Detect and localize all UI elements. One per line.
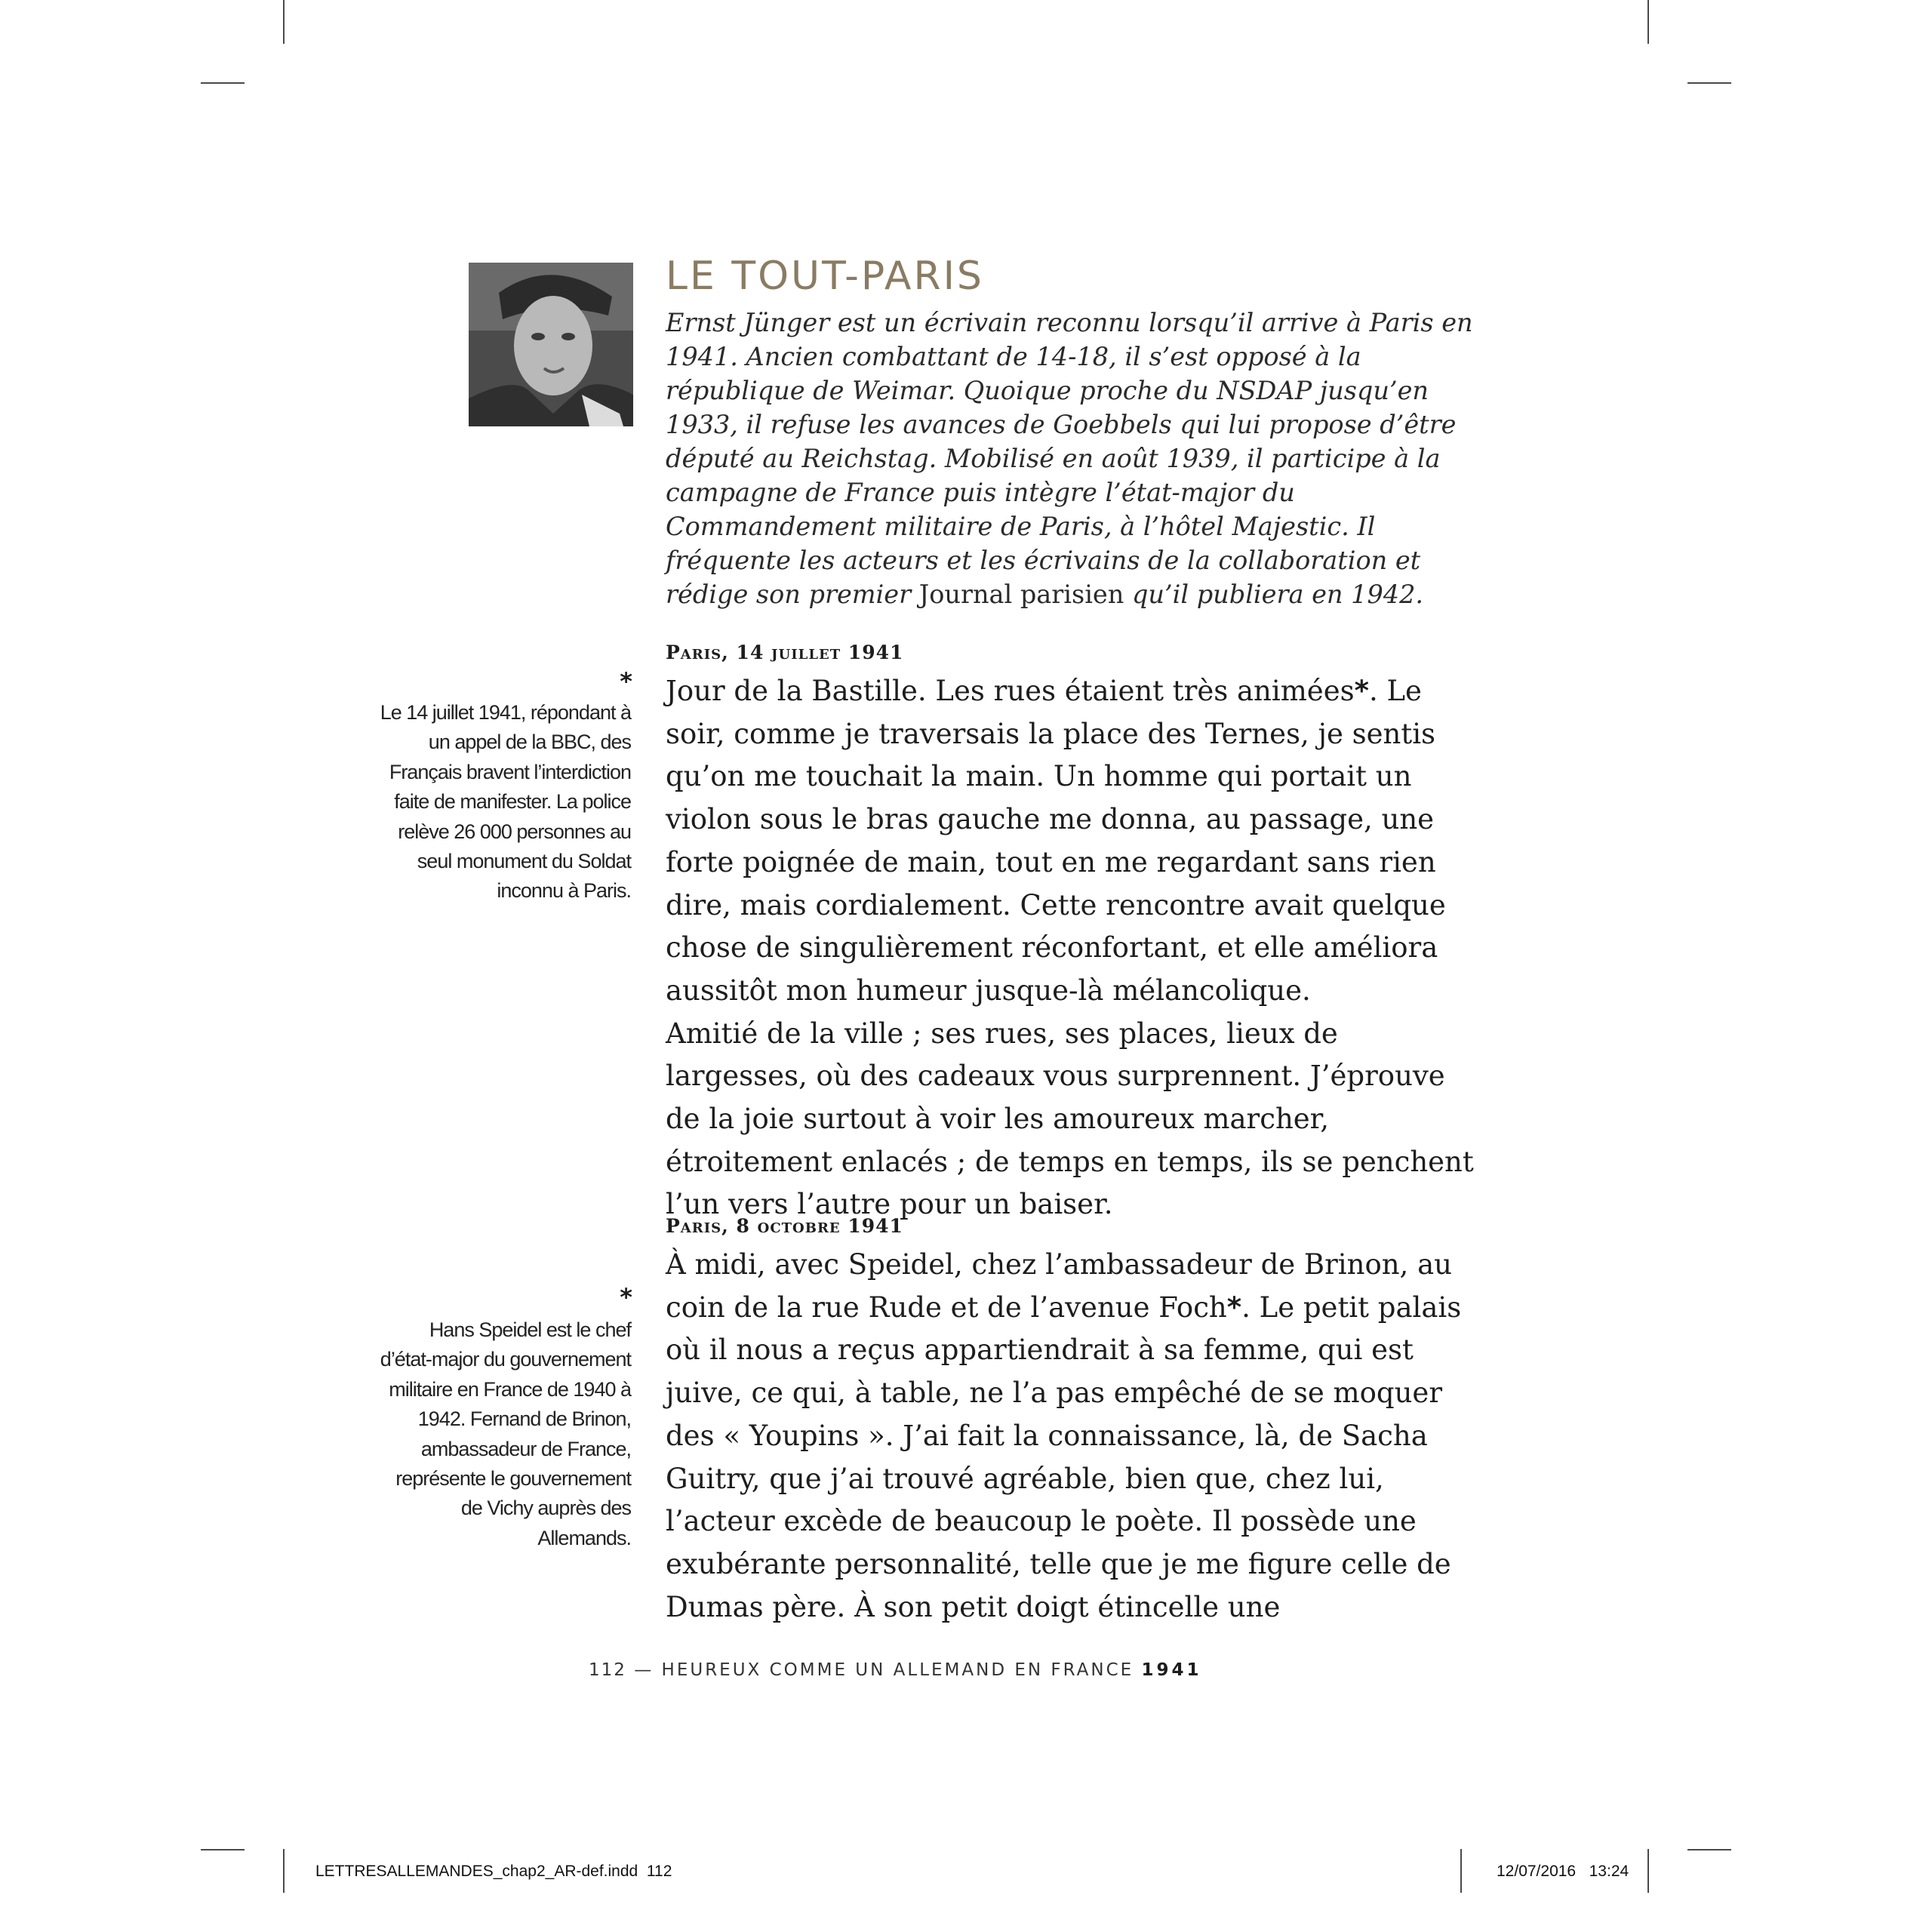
sidenote: Le 14 juillet 1941, répondant à un appel de la BBC, des Français bravent l’interdiction faite de manifester. La police relève 26 000 personnes au seul monument du Soldat inconnu à Paris. <box>380 701 631 903</box>
entry-date: Paris, 8 octobre 1941 <box>666 1215 903 1237</box>
footer-dash: — <box>634 1660 654 1680</box>
intro-paragraph <box>666 306 1481 611</box>
portrait-photo <box>469 263 633 426</box>
page-number: 112 <box>589 1660 626 1680</box>
entry-body <box>666 670 1488 1226</box>
slug-date <box>1497 1863 1629 1881</box>
article-title: LE TOUT-PARIS <box>666 254 984 299</box>
crop-mark <box>201 82 245 84</box>
sidenote-marker: * <box>620 667 632 696</box>
intro-text: Ernst Jünger est un écrivain reconnu lorsqu’il arrive à Paris en 1941. Ancien combattant de 14-18, il s’est opposé à la république de Weimar. Quoique proche du NSDAP jusqu’en 1933, il refuse les avances de Goebbels qui lui propose d’être député au Reichstag. Mobilisé en août 1939, il participe à la campagne de France puis intègre l’état-major du Commandement militaire de Paris, à l’hôtel Majestic. Il fréquente les acteurs et les écrivains de la collaboration et rédige son premier <box>666 308 1473 609</box>
sidenote: Hans Speidel est le chef d’état-major du gouvernement militaire en France de 1940 à 1942. Fernand de Brinon, ambassadeur de France, représente le gouvernement de Vichy auprès des Allemands. <box>380 1318 631 1549</box>
crop-mark <box>201 1849 245 1850</box>
entry-text: . Le petit palais où il nous a reçus appartiendrait à sa femme, qui est juive, ce qui, à table, ne l’a pas empêché de se moquer des « Youpins ». J’ai fait la connaissance, là, de Sacha Guitry, que j’ai trouvé agréable, bien que, chez lui, l’acteur excède de beaucoup le poète. Il possède une exubérante personnalité, telle que je me figure celle de Dumas père. À son petit doigt étincelle une <box>666 1291 1462 1623</box>
slug-divider <box>1647 1849 1649 1893</box>
entry-text: . Le soir, comme je traversais la place des Ternes, je sentis qu’on me touchait la main. Un homme qui portait un violon sous le bras gauche me donna, au passage, une forte poignée de main, tout en me regardant sans rien dire, mais cordialement. Cette rencontre avait quelque chose de singulièrement réconfortant, et elle améliora aussitôt mon humeur jusque-là mélancolique. <box>666 675 1446 1007</box>
book-title: Journal parisien <box>918 580 1124 609</box>
crop-mark <box>1687 82 1731 84</box>
slug-filename <box>315 1863 672 1881</box>
entry-paragraph <box>666 670 1488 1013</box>
intro-text-end: qu’il publiera en 1942. <box>1131 580 1424 609</box>
entry-body <box>666 1244 1488 1629</box>
crop-mark <box>1687 1849 1731 1850</box>
crop-mark <box>1647 0 1649 44</box>
crop-mark <box>283 0 285 44</box>
entry-paragraph: Amitié de la ville ; ses rues, ses places, lieux de largesses, où des cadeaux vous surprennent. J’éprouve de la joie surtout à voir les amoureux marcher, étroitement enlacés ; de temps en temps, ils se penchent l’un vers l’autre pour un baiser. <box>666 1017 1474 1221</box>
slug-page: 112 <box>646 1863 672 1880</box>
slug-date-value: 12/07/2016 <box>1497 1863 1577 1880</box>
entry-text: À midi, avec Speidel, chez l’ambassadeur de Brinon, au coin de la rue Rude et de l’avenue Foch <box>666 1248 1452 1324</box>
entry-paragraph <box>666 1244 1488 1629</box>
entry-text: Jour de la Bastille. Les rues étaient très animées <box>666 675 1355 707</box>
footnote-marker[interactable]: * <box>1226 1291 1242 1324</box>
sidenote-marker: * <box>620 1283 632 1312</box>
running-title: HEUREUX COMME UN ALLEMAND EN FRANCE <box>661 1660 1134 1680</box>
slug-time-value: 13:24 <box>1589 1863 1629 1880</box>
slug-divider <box>283 1849 285 1893</box>
entry-date: Paris, 14 juillet 1941 <box>666 641 904 663</box>
slug-file: LETTRESALLEMANDES_chap2_AR-def.indd <box>315 1863 638 1880</box>
running-year: 1941 <box>1141 1660 1202 1680</box>
page-footer <box>589 1660 1202 1680</box>
footnote-marker[interactable]: * <box>1354 675 1369 707</box>
slug-divider <box>1460 1849 1462 1893</box>
